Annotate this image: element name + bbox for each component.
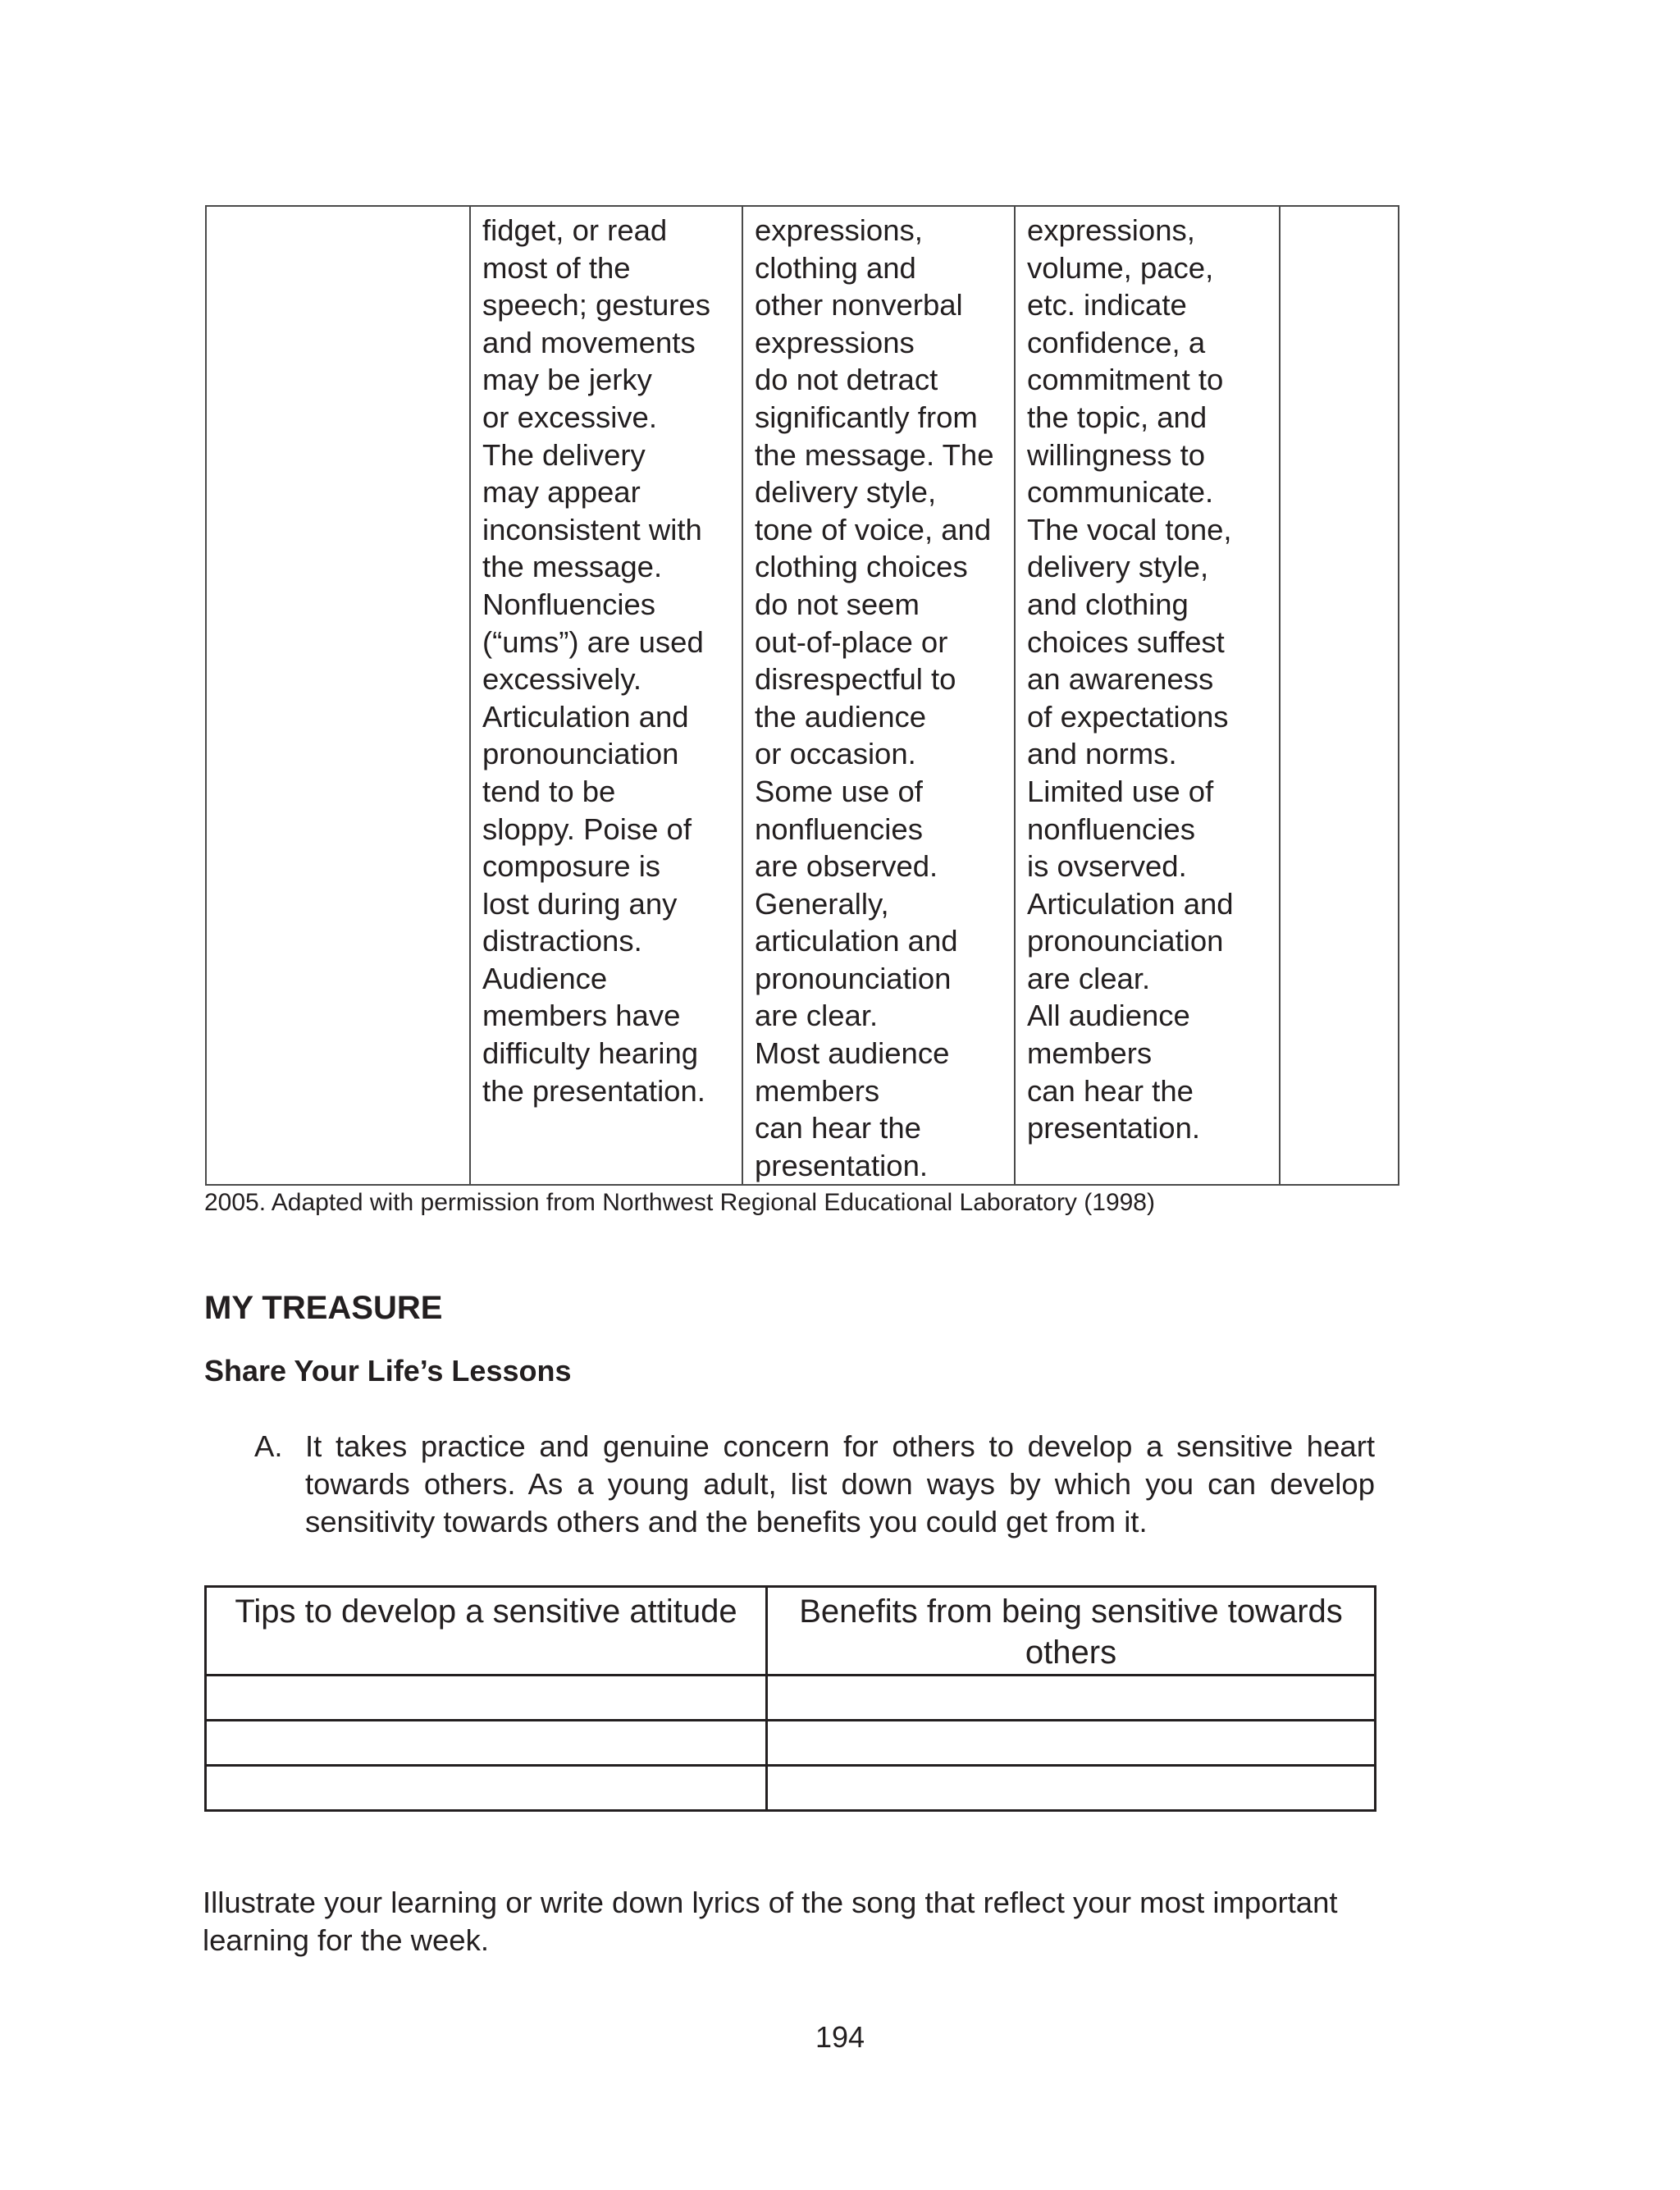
table-cell-tip[interactable] [206, 1676, 767, 1721]
table-cell-benefit[interactable] [767, 1676, 1376, 1721]
table-row [206, 1766, 1376, 1811]
table-cell-tip[interactable] [206, 1721, 767, 1766]
table-row [206, 1721, 1376, 1766]
list-item-marker: A. [254, 1429, 283, 1463]
list-item [254, 1428, 1375, 1541]
table-row [206, 206, 1399, 1185]
page-number: 194 [815, 2020, 865, 2054]
column-header-benefits: Benefits from being sensitive towards others [767, 1587, 1376, 1676]
source-note: 2005. Adapted with permission from Northwest Regional Educational Laboratory (1998) [204, 1189, 1155, 1216]
closing-instruction: Illustrate your learning or write down lyrics of the song that reflect your most important learning for the week. [203, 1886, 1338, 1957]
column-header-tips: Tips to develop a sensitive attitude [206, 1587, 767, 1676]
rubric-table [205, 205, 1399, 1186]
table-header-row [206, 1587, 1376, 1676]
section-subtitle: Share Your Life’s Lessons [204, 1354, 572, 1388]
rubric-cell-criteria [206, 206, 470, 1185]
rubric-cell-level-2: expressions, clothing and other nonverbal expressions do not detract significantly from the message. The delivery style, tone of voice, and clothing choices do not seem out-of-place or disrespectful to the audience or occasion. Some use of nonfluencies are observed. Generally, articulation and pronounciation are clear. Most audience members can hear the presentation. [742, 206, 1015, 1185]
rubric-cell-level-1: fidget, or read most of the speech; gestures and movements may be jerky or excessive. The delivery may appear inconsistent with the message. Nonfluencies (“ums”) are used excessively. Articulation and pronounciation tend to be sloppy. Poise of composure is lost during any distractions. Audience members have difficulty hearing the presentation. [470, 206, 742, 1185]
list-item-text: It takes practice and genuine concern for others to develop a sensitive heart towards others. As a young adult, list down ways by which you can develop sensitivity towards others and the benefits you could get from it. [305, 1429, 1375, 1538]
table-row [206, 1676, 1376, 1721]
rubric-cell-level-3: expressions, volume, pace, etc. indicate confidence, a commitment to the topic, and willingness to communicate. The vocal tone, delivery style, and clothing choices suffest an awareness of expectations and norms. Limited use of nonfluencies is ovserved. Articulation and pronounciation are clear. All audience members can hear the presentation. [1015, 206, 1280, 1185]
section-title: MY TREASURE [204, 1290, 443, 1326]
table-cell-tip[interactable] [206, 1766, 767, 1811]
rubric-cell-score [1280, 206, 1399, 1185]
tips-benefits-table [204, 1585, 1376, 1812]
table-cell-benefit[interactable] [767, 1766, 1376, 1811]
table-cell-benefit[interactable] [767, 1721, 1376, 1766]
